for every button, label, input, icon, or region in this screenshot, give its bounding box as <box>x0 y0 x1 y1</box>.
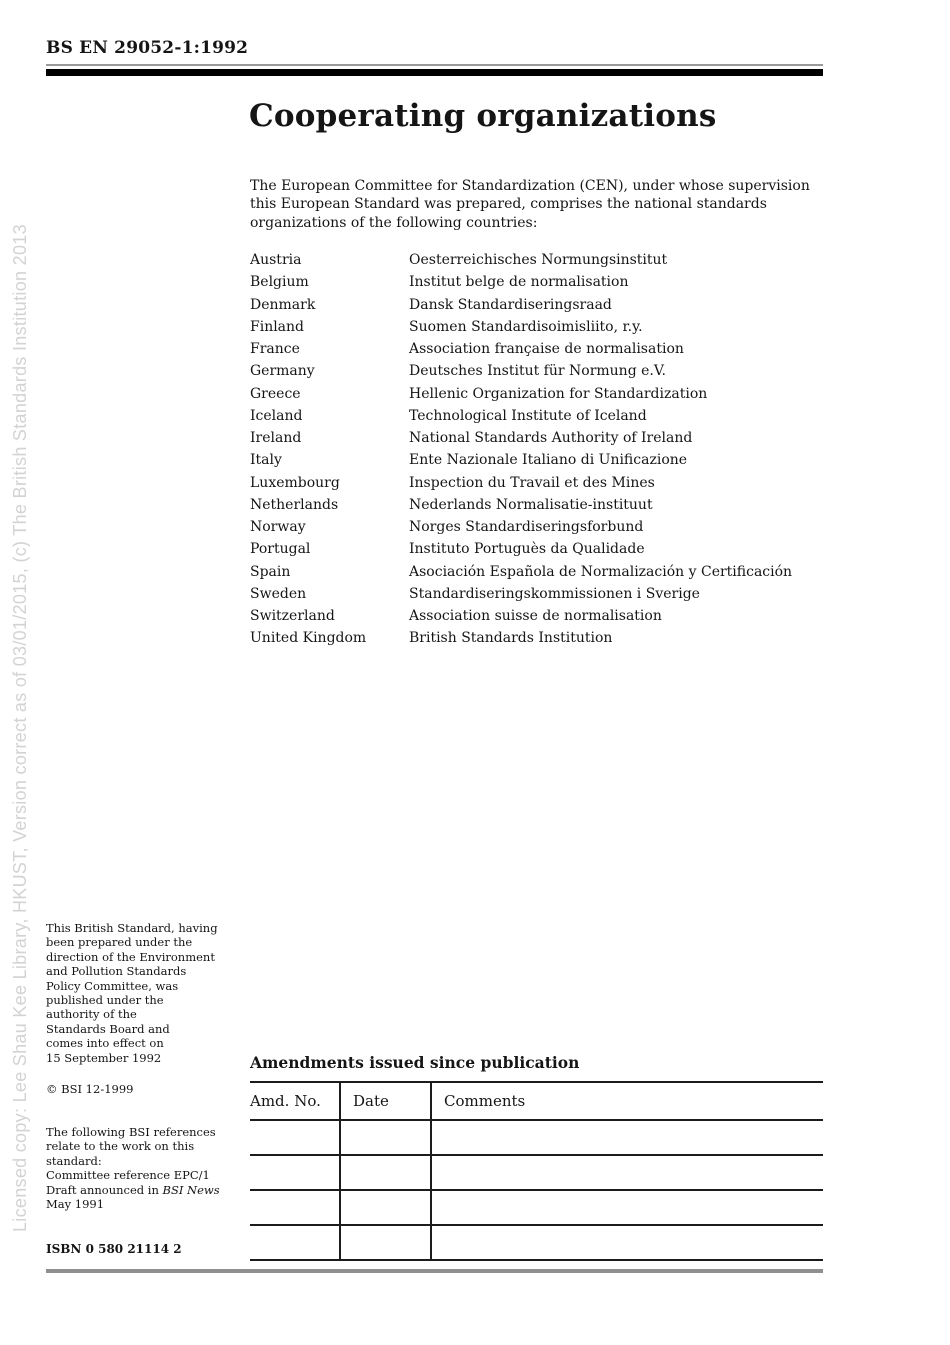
country-name: Iceland <box>250 407 303 424</box>
text-line: Committee reference EPC/1 <box>46 1168 210 1183</box>
organization-name: Technological Institute of Iceland <box>409 407 647 424</box>
country-name: Netherlands <box>250 496 339 513</box>
isbn: ISBN 0 580 21114 2 <box>46 1242 182 1256</box>
amendments-table-body <box>250 1120 823 1260</box>
draft-announcement-prefix: Draft announced in <box>46 1182 163 1197</box>
country-name: Portugal <box>250 541 311 558</box>
amendment-empty-cell <box>340 1225 431 1260</box>
country-row <box>250 561 823 583</box>
organization-name: National Standards Authority of Ireland <box>409 430 693 446</box>
country-name: France <box>250 341 300 357</box>
bsi-references-note <box>46 1125 246 1211</box>
amendment-empty-row <box>250 1155 823 1190</box>
country-row <box>250 249 823 271</box>
organization-name: Inspection du Travail et des Mines <box>409 474 655 491</box>
text-line: comes into effect on <box>46 1036 164 1051</box>
country-name: United Kingdom <box>250 630 367 647</box>
page-title: Cooperating organizations <box>249 98 717 134</box>
draft-announcement <box>46 1183 246 1197</box>
country-row <box>250 605 823 627</box>
organization-name: Ente Nazionale Italiano di Unificazione <box>409 452 688 469</box>
organization-name: Standardiseringskommissionen i Sverige <box>409 585 700 602</box>
amendment-empty-cell <box>340 1190 431 1225</box>
intro-paragraph: The European Committee for Standardization (CEN), under whose supervision this European Standard was prepared, comprises the national standards organizations of the following countries: <box>250 178 810 231</box>
header-rule-thin <box>46 64 823 66</box>
country-row <box>250 627 823 649</box>
country-row <box>250 516 823 538</box>
organization-name: Nederlands Normalisatie-instituut <box>409 496 653 513</box>
standard-note <box>46 921 246 1065</box>
country-list <box>250 249 823 650</box>
country-name: Finland <box>250 318 305 335</box>
amendment-empty-cell <box>431 1120 823 1155</box>
text-line: been prepared under the <box>46 935 193 950</box>
draft-date: May 1991 <box>46 1197 105 1212</box>
country-row <box>250 538 823 560</box>
country-name: Austria <box>250 252 302 268</box>
organization-name: Norges Standardiseringsforbund <box>409 519 644 535</box>
country-row <box>250 338 823 360</box>
organization-name: British Standards Institution <box>409 630 613 647</box>
organization-name: Association suisse de normalisation <box>409 608 662 624</box>
country-row <box>250 449 823 471</box>
text-line: The following BSI references <box>46 1125 216 1139</box>
amendment-empty-cell <box>431 1190 823 1225</box>
amendment-empty-row <box>250 1120 823 1155</box>
country-name: Spain <box>250 563 291 580</box>
country-row <box>250 427 823 449</box>
country-name: Belgium <box>250 274 309 291</box>
text-line: published under the <box>46 993 164 1008</box>
country-name: Luxembourg <box>250 474 340 491</box>
country-row <box>250 294 823 316</box>
page-bottom-rule <box>46 1269 823 1273</box>
country-row <box>250 494 823 516</box>
amendment-empty-cell <box>431 1155 823 1190</box>
organization-name: Deutsches Institut für Normung e.V. <box>409 363 666 380</box>
text-line: This British Standard, having <box>46 921 218 935</box>
text-line: direction of the Environment <box>46 949 215 964</box>
amendment-empty-cell <box>431 1225 823 1260</box>
amendment-empty-row <box>250 1190 823 1225</box>
amendment-empty-row <box>250 1225 823 1260</box>
text-line: relate to the work on this <box>46 1139 195 1154</box>
country-name: Italy <box>250 452 282 469</box>
country-name: Sweden <box>250 585 307 602</box>
country-name: Switzerland <box>250 608 335 624</box>
bsi-references-lines <box>46 1125 246 1183</box>
organization-name: Institut belge de normalisation <box>409 274 629 291</box>
amendments-header-row <box>250 1082 823 1120</box>
text-line: and Pollution Standards <box>46 964 187 979</box>
amendments-table <box>250 1081 823 1261</box>
country-row <box>250 472 823 494</box>
amendments-col-comments: Comments <box>431 1082 823 1120</box>
country-row <box>250 316 823 338</box>
amendment-empty-cell <box>250 1120 340 1155</box>
amendment-empty-cell <box>250 1225 340 1260</box>
text-line: authority of the <box>46 1007 137 1022</box>
amendments-col-amd-no: Amd. No. <box>250 1082 340 1120</box>
amendment-empty-cell <box>340 1120 431 1155</box>
organization-name: Suomen Standardisoimisliito, r.y. <box>409 318 643 335</box>
organization-name: Dansk Standardiseringsraad <box>409 296 612 313</box>
country-name: Denmark <box>250 296 316 313</box>
country-name: Germany <box>250 363 315 380</box>
organization-name: Asociación Española de Normalización y Certificación <box>409 563 793 580</box>
document-reference: BS EN 29052-1:1992 <box>46 38 249 58</box>
country-name: Greece <box>250 385 301 402</box>
bsi-news-title: BSI News <box>162 1182 220 1197</box>
header-rule-thick <box>46 69 823 76</box>
amendments-heading: Amendments issued since publication <box>250 1053 580 1072</box>
text-line: standard: <box>46 1153 102 1168</box>
organization-name: Instituto Portuguès da Qualidade <box>409 541 645 558</box>
country-row <box>250 360 823 382</box>
amendment-empty-cell <box>250 1155 340 1190</box>
license-watermark: Licensed copy: Lee Shau Kee Library, HKUST, Version correct as of 03/01/2015, (c) The British Standards Institution 2013 <box>10 224 30 1232</box>
organization-name: Oesterreichisches Normungsinstitut <box>409 252 668 268</box>
amendment-empty-cell <box>250 1190 340 1225</box>
country-row <box>250 583 823 605</box>
text-line: Standards Board and <box>46 1021 170 1036</box>
country-row <box>250 271 823 293</box>
country-name: Norway <box>250 519 306 535</box>
country-row <box>250 405 823 427</box>
text-line: 15 September 1992 <box>46 1050 162 1065</box>
text-line: Policy Committee, was <box>46 978 179 993</box>
amendments-col-date: Date <box>340 1082 431 1120</box>
copyright-notice: © BSI 12-1999 <box>46 1082 134 1096</box>
amendment-empty-cell <box>340 1155 431 1190</box>
country-row <box>250 383 823 405</box>
organization-name: Hellenic Organization for Standardization <box>409 385 708 402</box>
organization-name: Association française de normalisation <box>409 341 684 357</box>
country-name: Ireland <box>250 430 302 446</box>
